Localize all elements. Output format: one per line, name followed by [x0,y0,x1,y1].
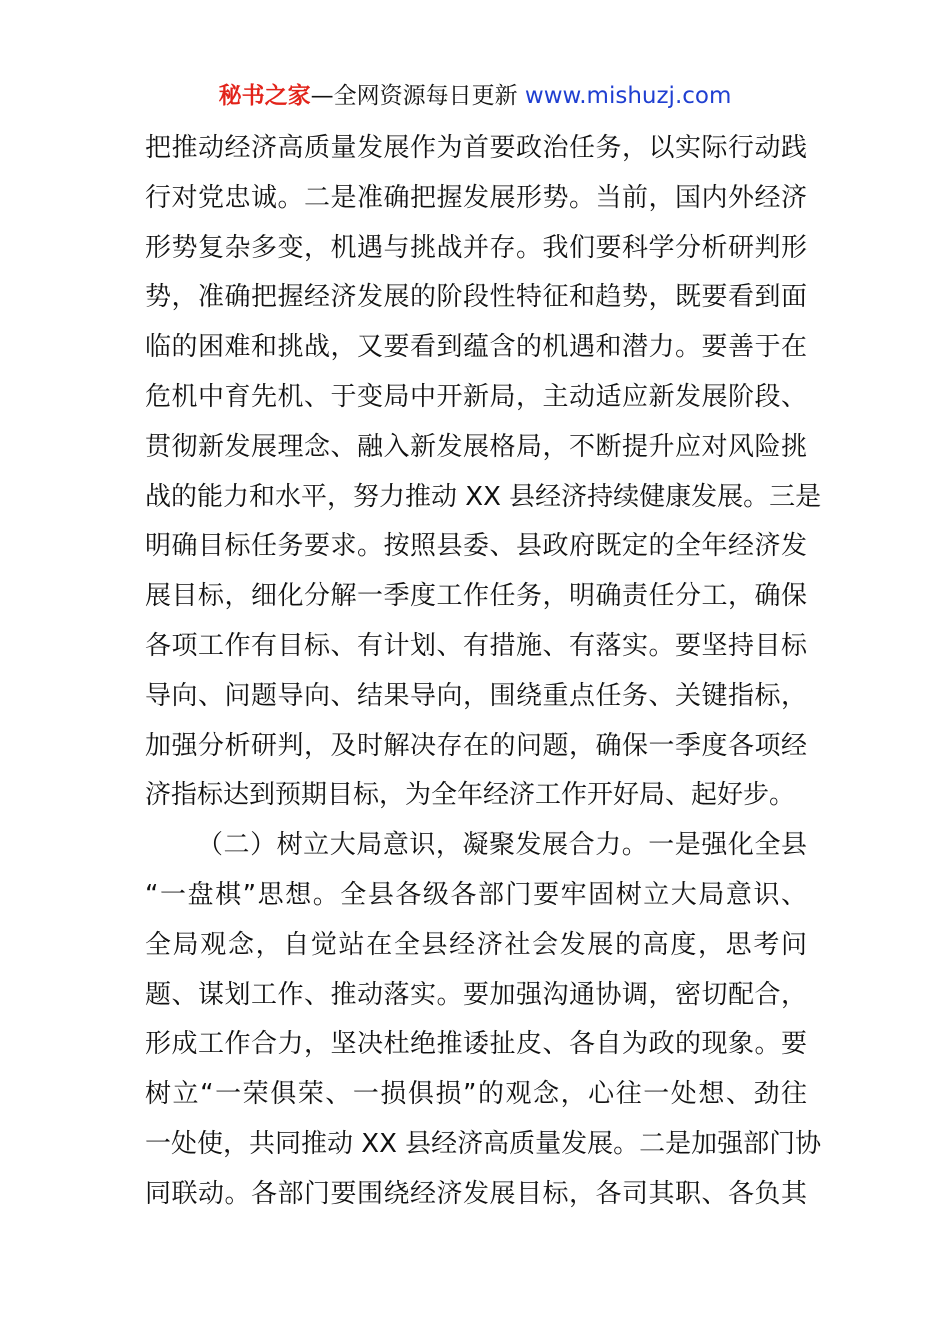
text-line: 贯彻新发展理念、融入新发展格局，不断提升应对风险挑 [145,431,807,462]
header-brand: 秘书之家 [218,83,311,109]
section-heading-line: （二）树立大局意识，凝聚发展合力。一是强化全县 [197,830,807,861]
text-line: 明确目标任务要求。按照县委、县政府既定的全年经济发 [145,531,807,562]
text-line: 一处使，共同推动 XX 县经济高质量发展。二是加强部门协 [145,1128,822,1159]
document-body [145,124,822,1220]
page-header [0,80,950,112]
text-line: 危机中育先机、于变局中开新局，主动适应新发展阶段、 [145,381,807,412]
text-line: 济指标达到预期目标，为全年经济工作开好局、起好步。 [145,780,796,811]
text-line: 展目标，细化分解一季度工作任务，明确责任分工，确保 [145,581,807,612]
text-line: 形成工作合力，坚决杜绝推诿扯皮、各自为政的现象。要 [145,1029,807,1060]
text-line: 行对党忠诚。二是准确把握发展形势。当前，国内外经济 [145,182,807,213]
text-line: 树立“一荣俱荣、一损俱损”的观念，心往一处想、劲往 [145,1079,807,1110]
text-line: 战的能力和水平，努力推动 XX 县经济持续健康发展。三是 [145,481,822,512]
text-line: 导向、问题导向、结果导向，围绕重点任务、关键指标， [145,680,807,711]
text-line: 临的困难和挑战，又要看到蕴含的机遇和潜力。要善于在 [145,332,807,363]
text-line: 各项工作有目标、有计划、有措施、有落实。要坚持目标 [145,630,807,661]
text-line: “一盘棋”思想。全县各级各部门要牢固树立大局意识、 [145,879,807,910]
text-line: 同联动。各部门要围绕经济发展目标，各司其职、各负其 [145,1178,807,1209]
text-line: 加强分析研判，及时解决存在的问题，确保一季度各项经 [145,730,807,761]
text-line: 势，准确把握经济发展的阶段性特征和趋势，既要看到面 [145,282,807,313]
text-line: 把推动经济高质量发展作为首要政治任务，以实际行动践 [145,133,807,163]
header-site-link[interactable]: www.mishuzj.com [524,83,732,109]
text-line: 题、谋划工作、推动落实。要加强沟通协调，密切配合， [145,979,807,1010]
header-tagline: —全网资源每日更新 [310,83,518,109]
text-line: 形势复杂多变，机遇与挑战并存。我们要科学分析研判形 [145,232,807,263]
text-line: 全局观念，自觉站在全县经济社会发展的高度，思考问 [145,929,807,960]
